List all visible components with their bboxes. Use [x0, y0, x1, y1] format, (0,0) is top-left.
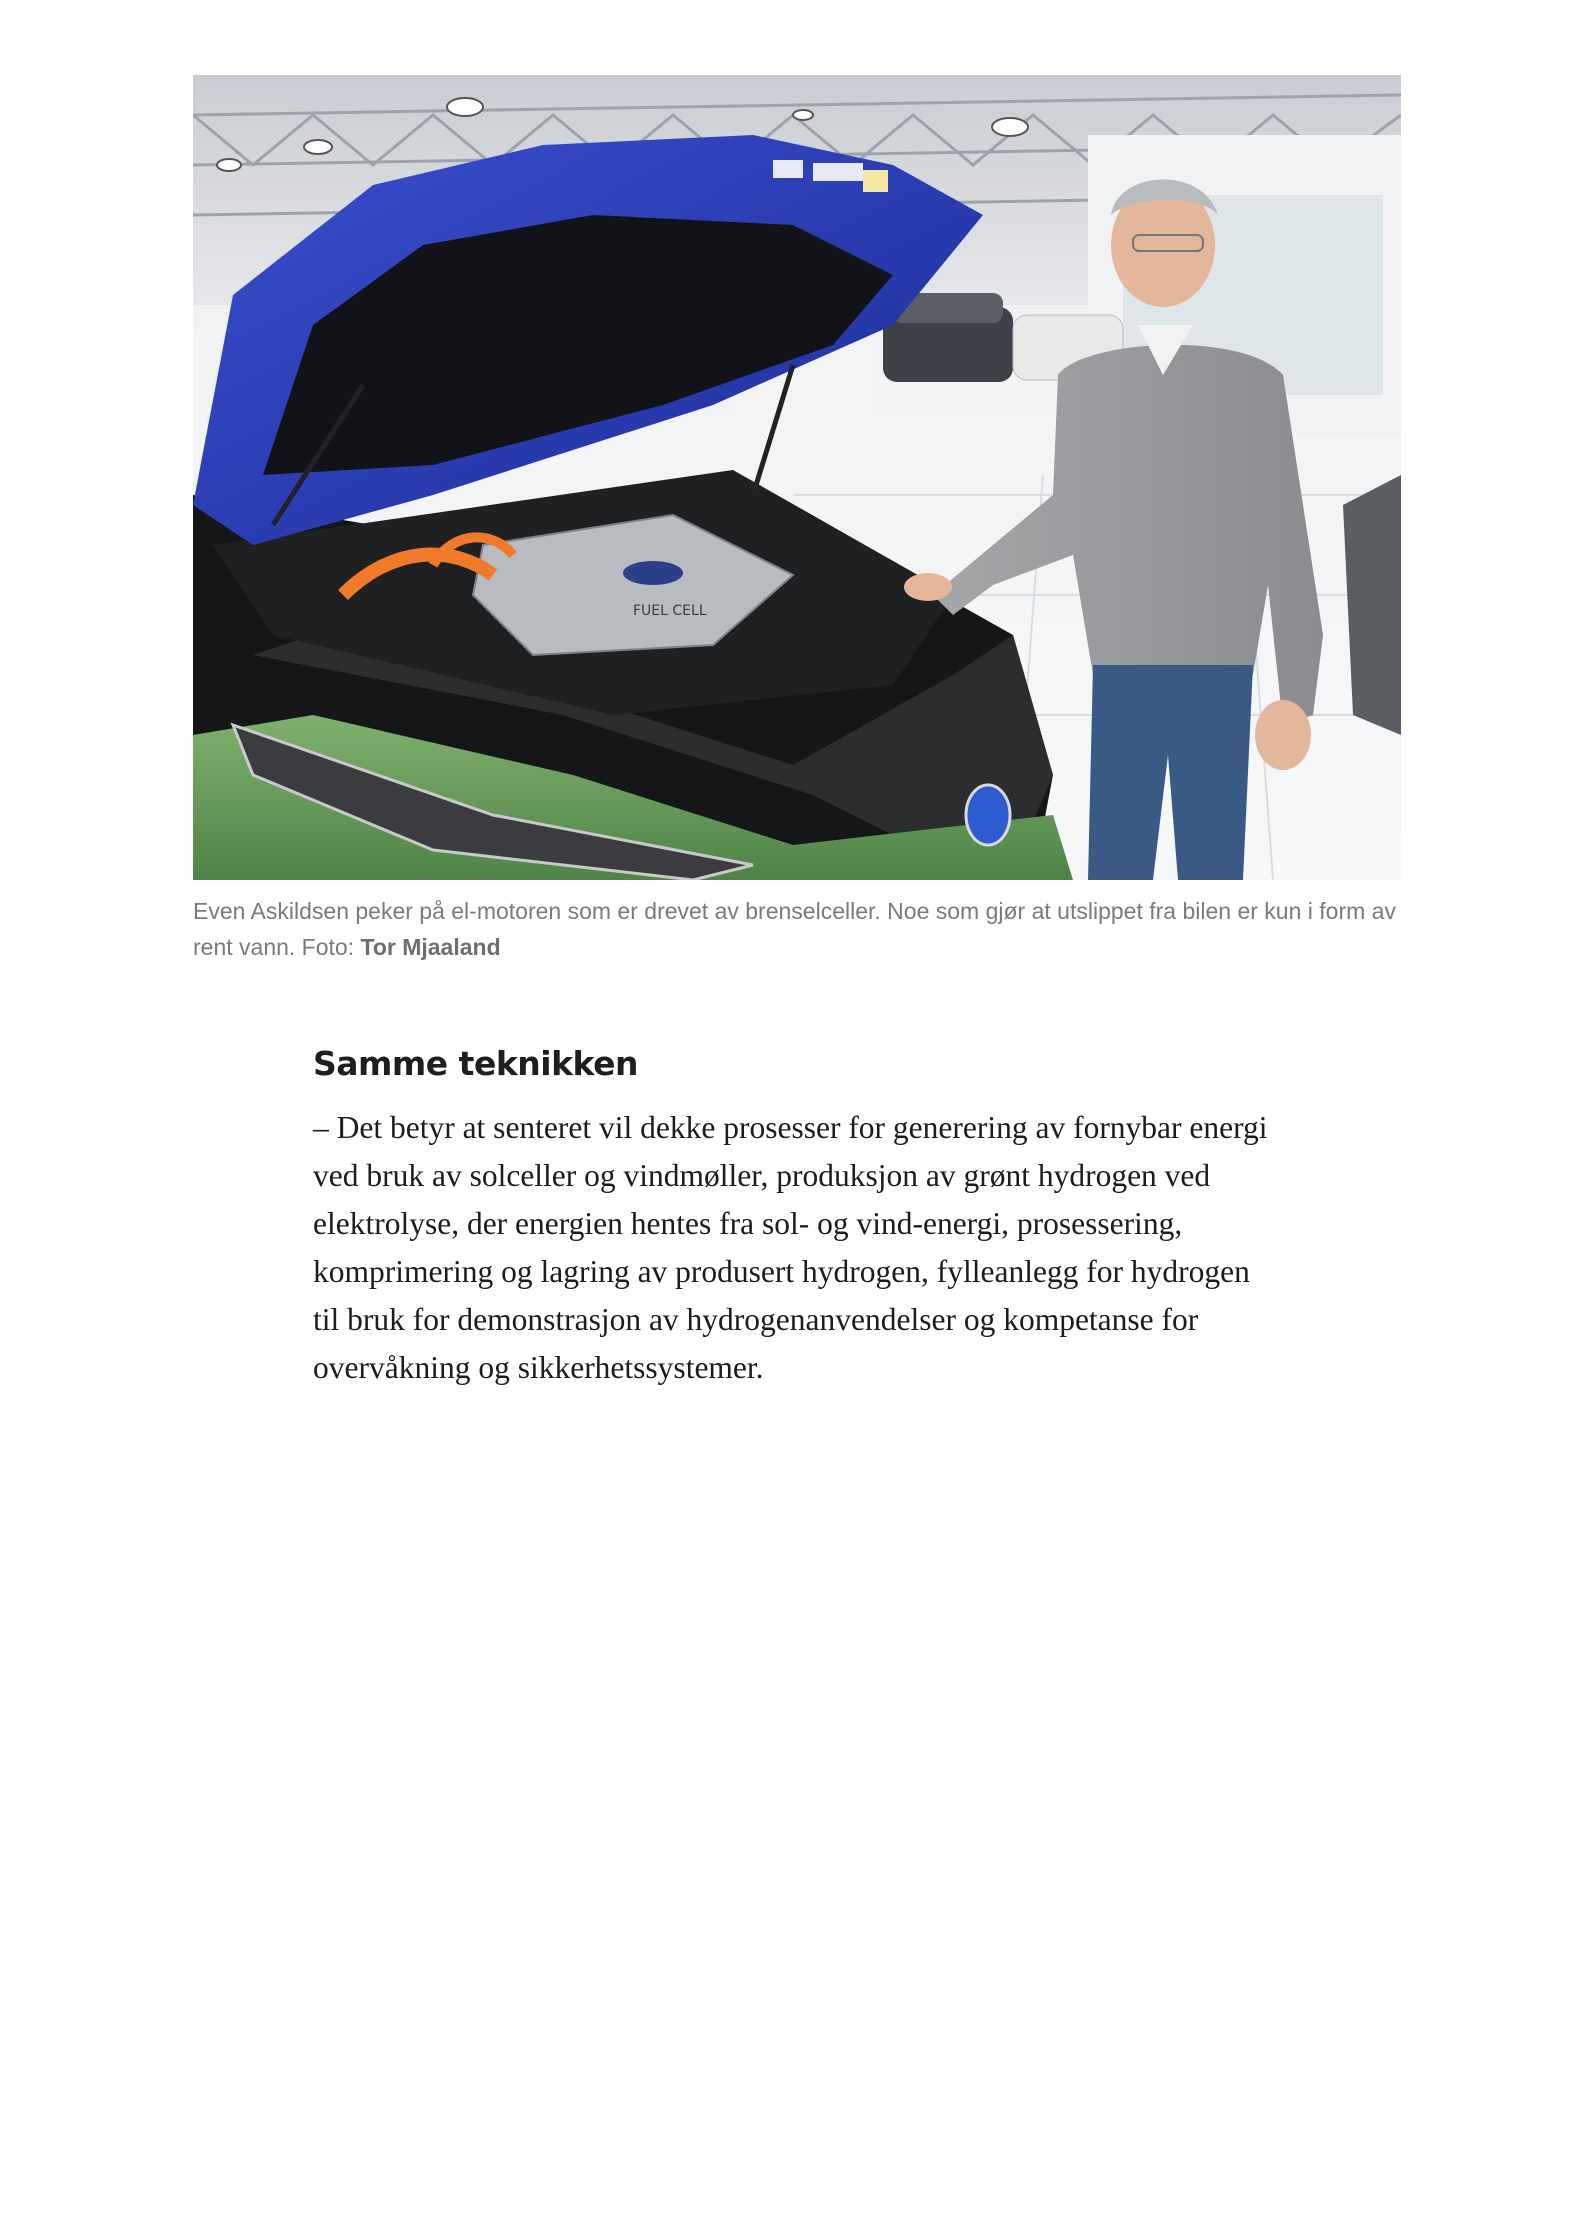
fuel-cell-badge: FUEL CELL [633, 603, 707, 619]
photo-caption [193, 893, 1401, 965]
article-body [313, 1038, 1273, 1392]
article-photo [193, 75, 1401, 880]
car-showroom-image [193, 75, 1401, 880]
section-heading: Samme teknikken [313, 1044, 638, 1083]
caption-text: Even Askildsen peker på el-motoren som er drevet av brenselceller. Noe som gjør at utslippet fra bilen er kun i form av rent vann. Foto: [193, 898, 1396, 960]
photo-credit-name: Tor Mjaaland [360, 934, 501, 960]
article-paragraph: – Det betyr at senteret vil dekke prosesser for generering av fornybar energi ved bruk av solceller og vindmøller, produksjon av grønt hydrogen ved elektrolyse, der energien hentes fra sol- og vind-energi, prosessering, komprimering og lagring av produsert hydrogen, fylleanlegg for hydrogen til bruk for demonstrasjon av hydrogenanvendelser og kompetanse for overvåkning og sikkerhetssystemer. [313, 1110, 1268, 1385]
